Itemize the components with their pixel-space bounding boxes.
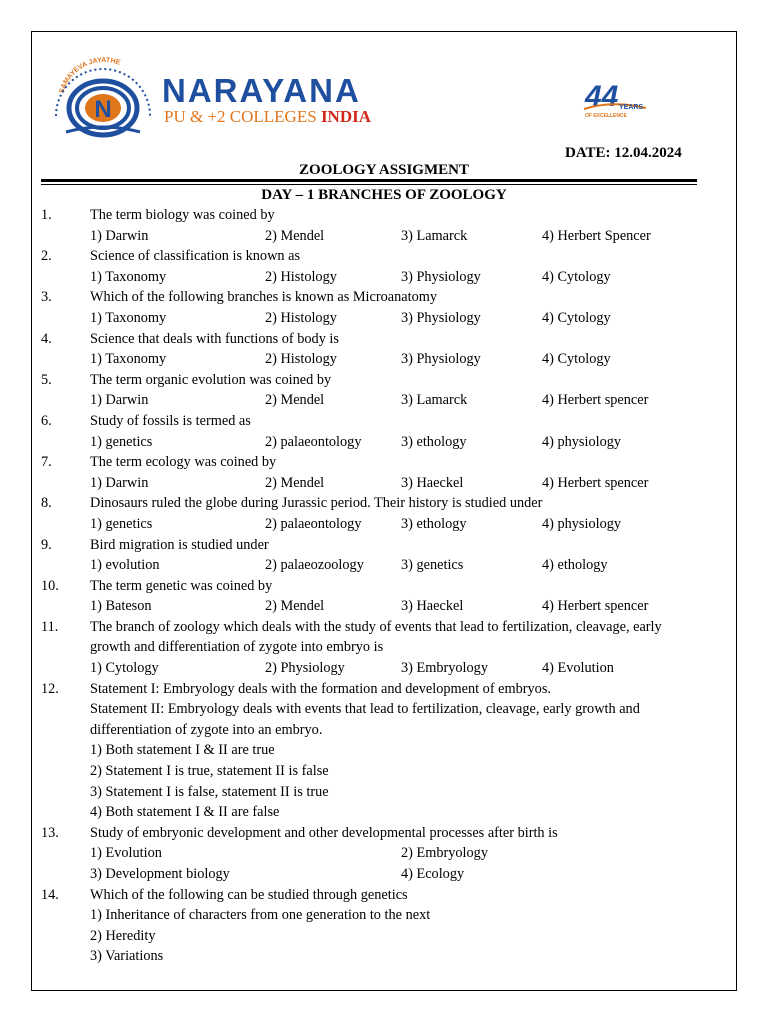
options-row <box>90 308 701 329</box>
option: 4) Herbert Spencer <box>542 227 651 244</box>
option: 3) Statement I is false, statement II is true <box>90 783 329 800</box>
option: 1) evolution <box>90 557 160 574</box>
option: 3) Physiology <box>401 351 481 368</box>
question-item <box>41 576 701 617</box>
question-text: The term biology was coined by <box>90 207 275 223</box>
option: 2) palaeontology <box>265 515 362 532</box>
option: 2) Histology <box>265 268 337 285</box>
question-text: The branch of zoology which deals with the study of events that lead to fertilization, cleavage, early <box>90 618 662 635</box>
option: 1) Taxonomy <box>90 351 167 368</box>
brand-sub-country: INDIA <box>320 107 371 126</box>
option: 1) Darwin <box>90 392 149 409</box>
option: 4) Cytology <box>542 309 611 326</box>
option: 3) Variations <box>90 948 164 965</box>
question-item <box>41 205 701 246</box>
svg-text:SAMAYEVA JAYATHE: SAMAYEVA JAYATHE <box>58 56 122 95</box>
anniversary-icon <box>582 78 652 122</box>
date-label: DATE: 12.04.2024 <box>565 145 682 161</box>
question-item <box>41 679 701 823</box>
option: 4) Evolution <box>542 660 614 677</box>
question-number: 4. <box>41 330 52 347</box>
svg-text:44: 44 <box>585 80 619 113</box>
option: 3) ethology <box>401 515 467 532</box>
question-item <box>41 535 701 576</box>
option: 1) Bateson <box>90 598 152 615</box>
question-item <box>41 370 701 411</box>
option: 2) Mendel <box>265 227 325 244</box>
option: 1) Cytology <box>90 660 159 677</box>
options-row <box>90 843 701 864</box>
option: 1) Inheritance of characters from one generation to the next <box>90 907 431 924</box>
option: 3) Haeckel <box>401 474 464 491</box>
option: 1) Taxonomy <box>90 268 167 285</box>
brand-sub-prefix: PU & +2 COLLEGES <box>164 107 321 126</box>
svg-text:YEARS: YEARS <box>619 104 644 111</box>
option: 3) Physiology <box>401 309 481 326</box>
option: 2) Embryology <box>401 845 488 862</box>
question-text: differentiation of zygote into an embryo. <box>90 721 323 738</box>
question-number: 1. <box>41 207 52 223</box>
options-row <box>90 473 701 494</box>
option: 2) Histology <box>265 309 337 326</box>
option: 2) Mendel <box>265 474 325 491</box>
option: 1) genetics <box>90 433 153 450</box>
option: 4) ethology <box>542 557 608 574</box>
question-item <box>41 885 701 967</box>
question-number: 5. <box>41 371 52 388</box>
question-text: Study of embryonic development and other developmental processes after birth is <box>90 824 558 841</box>
question-text: Study of fossils is termed as <box>90 412 251 429</box>
question-text: Science that deals with functions of body is <box>90 330 339 347</box>
option: 4) Herbert spencer <box>542 598 649 615</box>
question-text: Bird migration is studied under <box>90 536 269 553</box>
question-text: Statement II: Embryology deals with events that lead to fertilization, cleavage, early growth and <box>90 701 640 718</box>
option: 1) Both statement I & II are true <box>90 742 275 759</box>
option: 3) Haeckel <box>401 598 464 615</box>
option: 4) Both statement I & II are false <box>90 804 280 821</box>
question-list <box>41 205 701 967</box>
option: 1) Taxonomy <box>90 309 167 326</box>
question-number-spacer <box>41 720 90 741</box>
question-text: Science of classification is known as <box>90 248 301 265</box>
option: 3) Embryology <box>401 660 488 677</box>
options-row <box>90 658 701 679</box>
options-row <box>90 514 701 535</box>
options-row <box>90 226 701 247</box>
option: 3) Development biology <box>90 866 230 882</box>
question-number-spacer <box>41 637 90 658</box>
question-number: 11. <box>41 618 59 635</box>
question-number: 12. <box>41 680 59 697</box>
option: 2) palaeontology <box>265 433 362 450</box>
question-text: growth and differentiation of zygote into embryo is <box>90 639 384 656</box>
question-text: Dinosaurs ruled the globe during Jurassic period. Their history is studied under <box>90 495 543 512</box>
question-number: 2. <box>41 248 52 265</box>
option: 3) Lamarck <box>401 227 468 244</box>
question-text: The term organic evolution was coined by <box>90 371 332 388</box>
question-item <box>41 493 701 534</box>
day-subtitle: DAY – 1 BRANCHES OF ZOOLOGY <box>261 187 507 203</box>
question-number: 9. <box>41 536 52 553</box>
option: 3) genetics <box>401 557 464 574</box>
options-row <box>90 432 701 453</box>
question-text: Which of the following can be studied through genetics <box>90 886 408 903</box>
question-item <box>41 617 701 679</box>
question-number: 14. <box>41 886 59 903</box>
question-item <box>41 452 701 493</box>
options-row <box>90 596 701 617</box>
option: 2) Physiology <box>265 660 345 677</box>
options-row <box>90 390 701 411</box>
question-item <box>41 329 701 370</box>
options-row <box>90 267 701 288</box>
question-number-spacer <box>41 699 90 720</box>
narayana-emblem-icon <box>48 52 158 138</box>
option: 4) physiology <box>542 515 622 532</box>
option: 4) Cytology <box>542 268 611 285</box>
question-number: 7. <box>41 454 52 471</box>
option: 2) Mendel <box>265 392 325 409</box>
brand-name: NARAYANA <box>162 72 361 109</box>
option: 2) Heredity <box>90 927 156 944</box>
question-text: The term ecology was coined by <box>90 454 277 471</box>
divider-thin <box>41 184 697 185</box>
divider-thick <box>41 179 697 182</box>
option: 2) Histology <box>265 351 337 368</box>
question-number: 10. <box>41 577 59 594</box>
question-number: 8. <box>41 495 52 512</box>
options-row <box>90 864 701 885</box>
option: 1) genetics <box>90 515 153 532</box>
option: 4) physiology <box>542 433 622 450</box>
option: 1) Evolution <box>90 845 162 862</box>
question-item <box>41 823 701 885</box>
question-item <box>41 411 701 452</box>
question-item <box>41 246 701 287</box>
question-number: 13. <box>41 824 59 841</box>
assignment-title: ZOOLOGY ASSIGMENT <box>299 162 469 178</box>
option: 4) Ecology <box>401 866 465 882</box>
option: 2) Statement I is true, statement II is false <box>90 763 329 780</box>
option: 1) Darwin <box>90 474 149 491</box>
option: 4) Herbert spencer <box>542 392 649 409</box>
svg-text:N: N <box>94 96 112 123</box>
option: 4) Cytology <box>542 351 611 368</box>
svg-text:OF EXCELLENCE: OF EXCELLENCE <box>585 113 627 119</box>
question-number: 6. <box>41 412 52 429</box>
option: 4) Herbert spencer <box>542 474 649 491</box>
option: 3) ethology <box>401 433 467 450</box>
options-row <box>90 555 701 576</box>
brand-subtitle <box>164 108 371 125</box>
option: 3) Physiology <box>401 268 481 285</box>
option: 1) Darwin <box>90 227 149 244</box>
option: 2) palaeozoology <box>265 557 364 574</box>
question-item <box>41 287 701 328</box>
option: 2) Mendel <box>265 598 325 615</box>
question-number: 3. <box>41 289 52 306</box>
narayana-logo <box>48 52 478 138</box>
years-of-excellence-logo <box>582 78 652 122</box>
question-text: Which of the following branches is known as Microanatomy <box>90 289 438 306</box>
option: 3) Lamarck <box>401 392 468 409</box>
options-row <box>90 349 701 370</box>
question-text: Statement I: Embryology deals with the formation and development of embryos. <box>90 680 551 697</box>
question-text: The term genetic was coined by <box>90 577 273 594</box>
